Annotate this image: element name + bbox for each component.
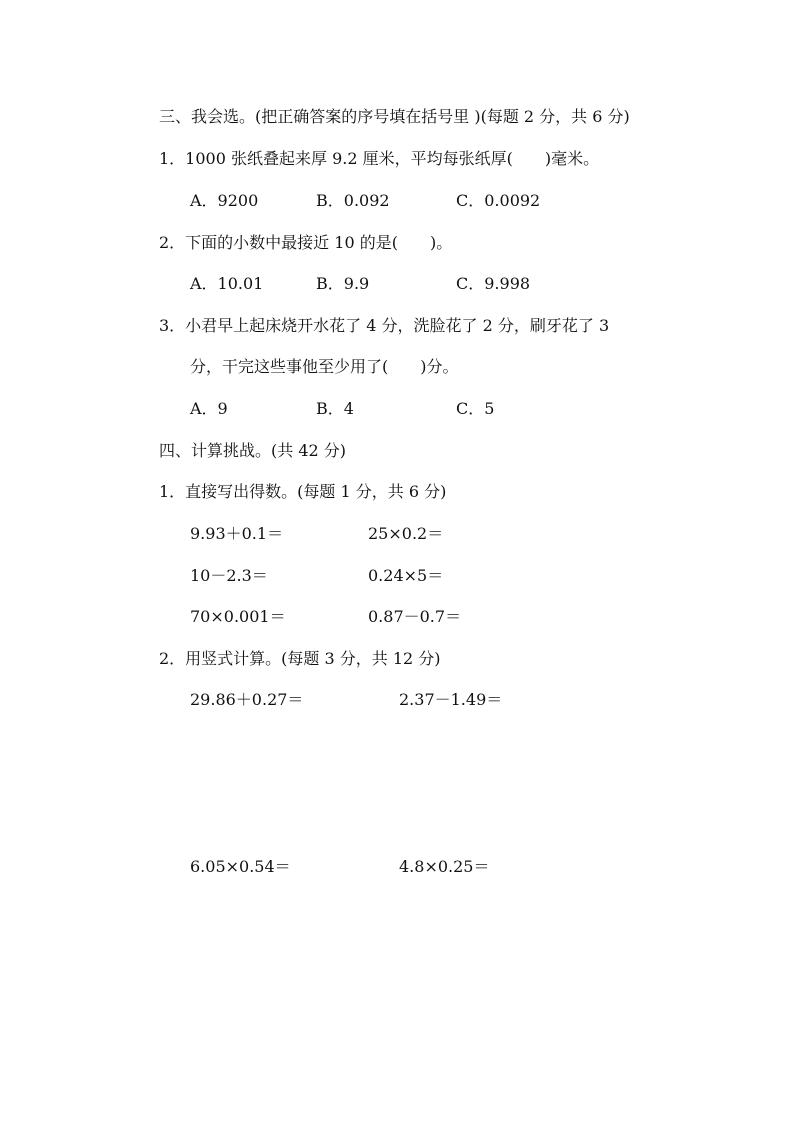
question-2-stem: 2．下面的小数中最接近 10 的是( )。 [159, 233, 453, 252]
question-1-option-c: C．0.0092 [456, 191, 541, 210]
vertical-calc-item: 2.37－1.49＝ [399, 690, 503, 709]
question-1-option-b: B．0.092 [316, 191, 390, 210]
mental-calc-item: 0.24×5＝ [368, 566, 444, 585]
part1-title: 1．直接写出得数。(每题 1 分，共 6 分) [159, 482, 447, 501]
mental-calc-item: 70×0.001＝ [190, 607, 286, 626]
question-1-option-a: A．9200 [190, 191, 259, 210]
question-3-stem-continued: 分，干完这些事他至少用了( )分。 [190, 357, 459, 376]
question-2-option-a: A．10.01 [190, 274, 264, 293]
question-2-option-c: C．9.998 [456, 274, 531, 293]
mental-calc-item: 10－2.3＝ [190, 566, 268, 585]
vertical-calc-item: 6.05×0.54＝ [190, 857, 291, 876]
question-3-stem: 3．小君早上起床烧开水花了 4 分，洗脸花了 2 分，刷牙花了 3 [159, 316, 610, 335]
question-3-option-c: C．5 [456, 399, 495, 418]
vertical-calc-item: 4.8×0.25＝ [399, 857, 490, 876]
question-1-stem: 1．1000 张纸叠起来厚 9.2 厘米，平均每张纸厚( )毫米。 [159, 149, 600, 168]
question-2-option-b: B．9.9 [316, 274, 370, 293]
question-3-option-a: A．9 [190, 399, 228, 418]
question-3-option-b: B．4 [316, 399, 354, 418]
vertical-calc-item: 29.86＋0.27＝ [190, 690, 304, 709]
section3-heading: 三、我会选。(把正确答案的序号填在括号里 )(每题 2 分，共 6 分) [159, 107, 630, 126]
section4-heading: 四、计算挑战。(共 42 分) [159, 441, 347, 460]
mental-calc-item: 9.93＋0.1＝ [190, 524, 284, 543]
part2-title: 2．用竖式计算。(每题 3 分，共 12 分) [159, 649, 441, 668]
mental-calc-item: 25×0.2＝ [368, 524, 444, 543]
mental-calc-item: 0.87－0.7＝ [368, 607, 462, 626]
